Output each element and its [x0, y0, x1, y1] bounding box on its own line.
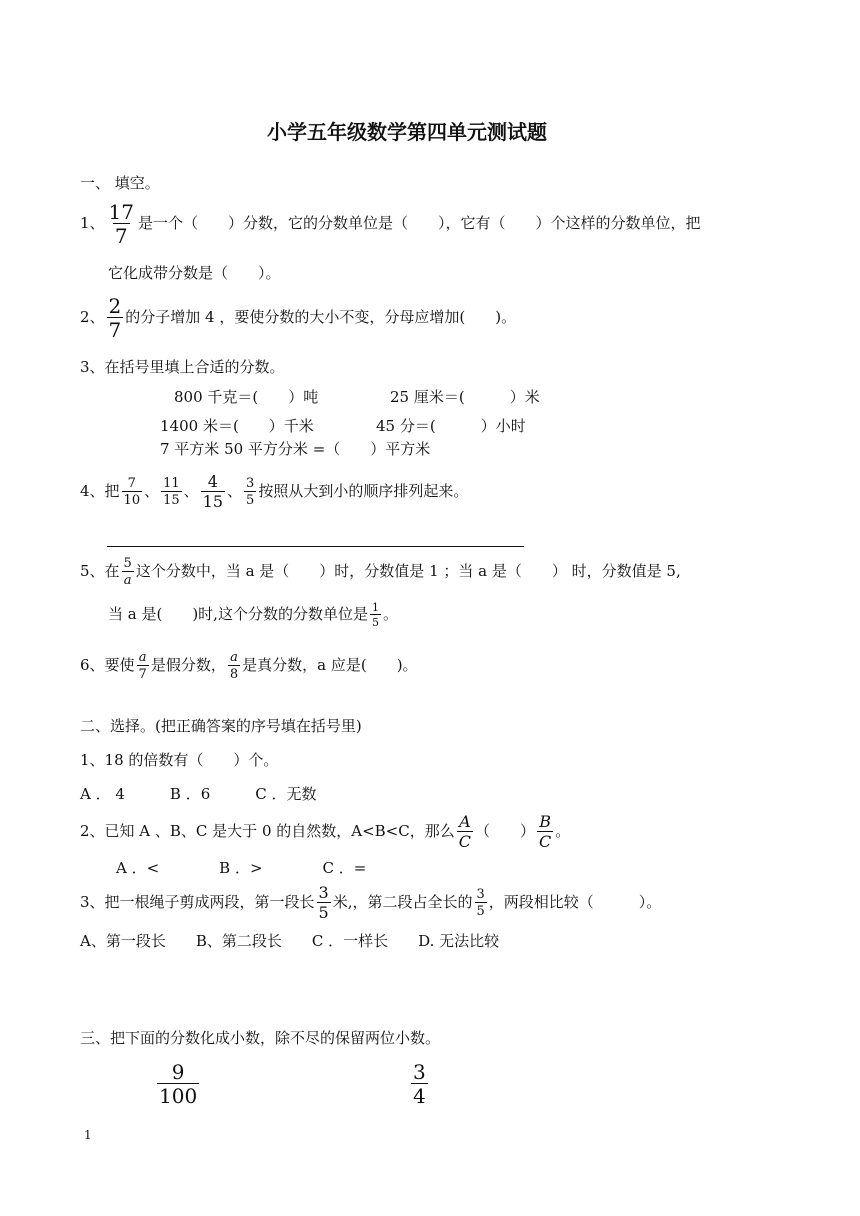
question-2-2: 2、已知 A 、B、C 是大于 0 的自然数，A<B<C，那么 $\frac{A}{C}$ （ ） $\frac{B}{C}$ 。	[80, 812, 571, 851]
fraction: $\frac{2}{7}$	[108, 294, 122, 342]
question-1-5	[80, 557, 681, 587]
page-number: 1	[84, 1128, 92, 1142]
question-text: 当 a 是( )时,这个分数的分数单位是	[108, 605, 368, 623]
question-text: 4、把	[80, 482, 120, 500]
question-2-3	[80, 885, 661, 921]
question-text: 这个分数中，当 a 是（ ）时，分数值是 1 ；当 a 是（ ） 时，分数值是 5,	[135, 562, 681, 580]
question-text: 按照从大到小的顺序排列起来。	[258, 482, 469, 500]
question-text: 是一个（ ）分数，它的分数单位是（ ），它有（ ）个这样的分数单位，把	[138, 214, 701, 232]
fraction: $\frac{a}{8}$	[229, 650, 239, 682]
question-2-2-options: A ．< B ．> C ．=	[116, 859, 367, 877]
question-1-3: 3、在括号里填上合适的分数。	[80, 358, 285, 376]
fraction: $\frac{4}{15}$	[202, 472, 224, 511]
fraction: $\frac{1}{5}$	[371, 601, 379, 629]
section2-heading: 二、选择。(把正确答案的序号填在括号里)	[80, 717, 362, 735]
question-text: 5、在	[80, 562, 120, 580]
question-text: 米,，第二段占全长的	[332, 893, 473, 911]
conversion-4: 45 分＝( ）小时	[376, 417, 526, 435]
question-2-1: 1、18 的倍数有（ ）个。	[80, 751, 279, 769]
conversion-5: 7 平方米 50 平方分米 =（ ）平方米	[160, 440, 431, 458]
fraction: $\frac{5}{a}$	[123, 556, 132, 588]
fraction: $\frac{A}{C}$	[458, 812, 471, 851]
fraction: $\frac{B}{C}$	[539, 812, 552, 851]
question-text: 的分子增加 4 ，要使分数的大小不变，分母应增加( )。	[125, 308, 517, 326]
question-number: 2、	[80, 308, 105, 326]
conversion-3: 1400 米＝( ）千米	[160, 417, 314, 435]
page-title: 小学五年级数学第四单元测试题	[267, 120, 547, 144]
fraction-to-convert-1: $\frac{9}{100}$	[159, 1060, 198, 1108]
section3-heading: 三、把下面的分数化成小数，除不尽的保留两位小数。	[80, 1029, 441, 1047]
question-1-6	[80, 651, 418, 681]
question-1-5-cont: 当 a 是( )时,这个分数的分数单位是 $\frac{1}{5}$ 。	[108, 601, 398, 629]
question-text: ，两段相比较（ ）。	[488, 893, 662, 911]
fraction: $\frac{11}{15}$	[163, 476, 180, 508]
conversion-1: 800 千克＝( ）吨	[174, 388, 319, 406]
section1-heading: 一、 填空。	[80, 174, 160, 192]
conversion-2: 25 厘米＝( ）米	[390, 388, 540, 406]
question-1-4: 4、把 $\frac{7}{10}$ 、 $\frac{11}{15}$ 、 $\frac{4}{15}$ 、 $\frac{3}{5}$ 按照从大到小的顺序排列起来。	[80, 472, 469, 511]
fraction: $\frac{3}{5}$	[246, 476, 255, 508]
answer-line	[107, 546, 524, 547]
question-text: 是假分数，	[150, 656, 226, 674]
fraction: $\frac{3}{5}$	[476, 887, 485, 919]
question-text: 6、要使	[80, 656, 135, 674]
question-2-1-options: A ． 4 B ．6 C ．无数	[80, 785, 317, 803]
fraction: $\frac{7}{10}$	[123, 476, 141, 508]
question-1-1	[80, 202, 701, 246]
question-number: 1、	[80, 214, 105, 232]
fraction-to-convert-2: $\frac{3}{4}$	[413, 1060, 426, 1108]
question-1-2	[80, 296, 516, 340]
fraction: $\frac{a}{7}$	[138, 650, 147, 682]
question-1-1-cont: 它化成带分数是（ ）。	[108, 264, 281, 282]
fraction: $\frac{17}{7}$	[108, 200, 134, 248]
fraction: $\frac{3}{5}$	[318, 883, 329, 922]
question-text: 是真分数，a 应是( )。	[242, 656, 418, 674]
question-text: 3、把一根绳子剪成两段，第一段长	[80, 893, 315, 911]
question-2-3-options: A、第一段长 B、第二段长 C ．一样长 D. 无法比较	[80, 932, 500, 950]
question-text: 2、已知 A 、B、C 是大于 0 的自然数，A<B<C，那么	[80, 822, 455, 840]
